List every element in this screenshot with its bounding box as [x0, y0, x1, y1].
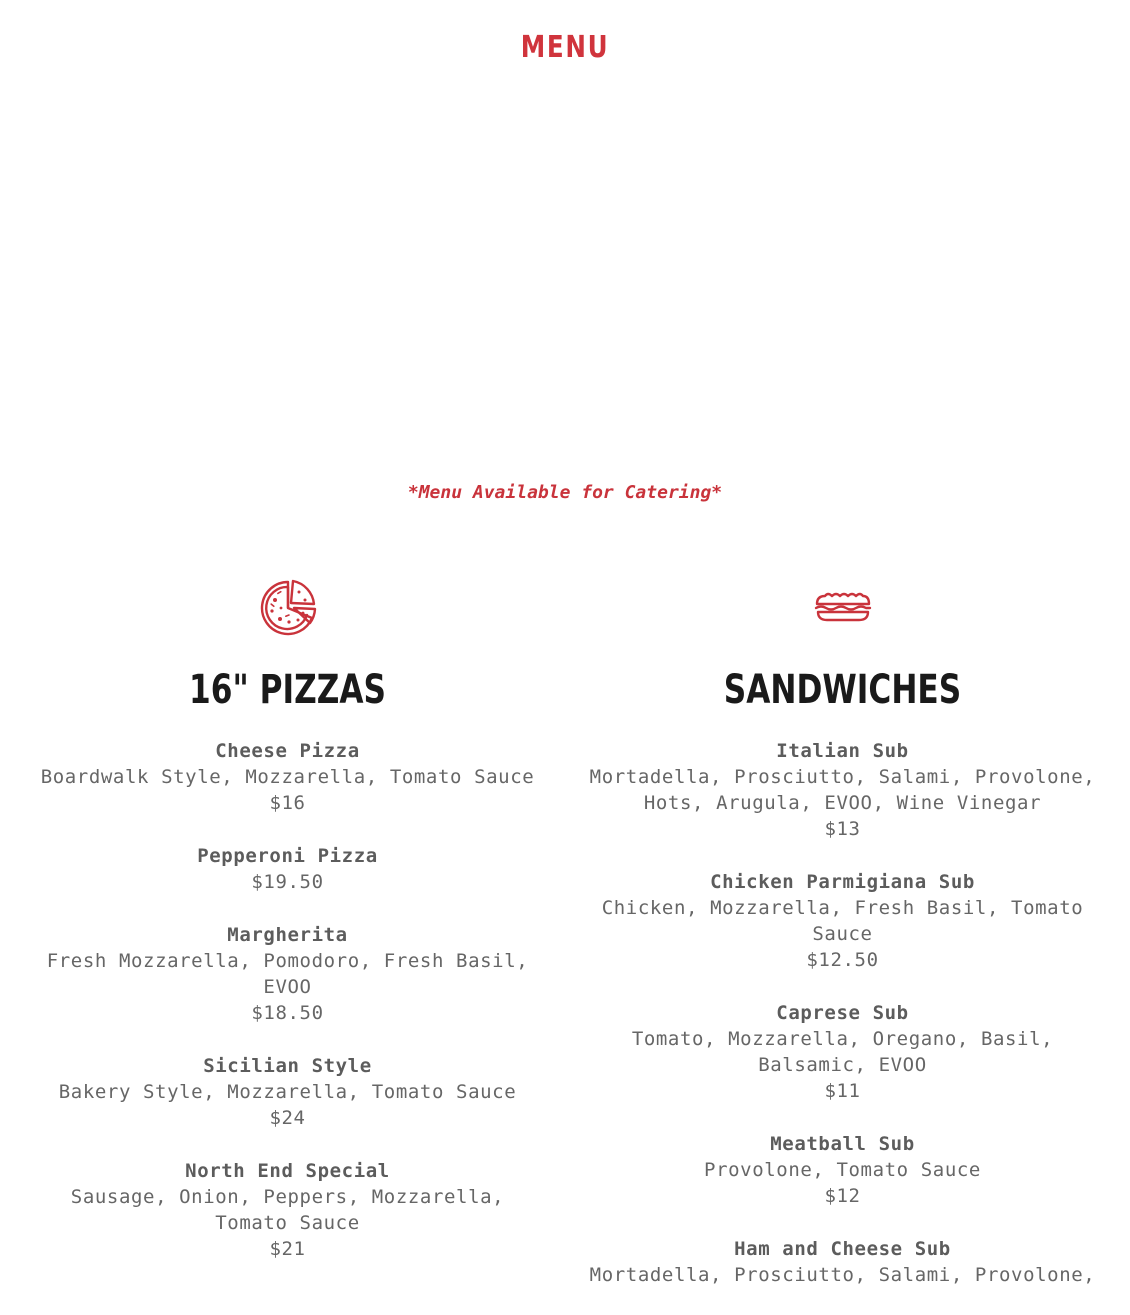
item-name: Cheese Pizza	[215, 740, 360, 762]
menu-item	[577, 1236, 1108, 1288]
item-price: $13	[824, 818, 861, 840]
sandwich-icon	[577, 578, 1108, 638]
item-name: Margherita	[227, 924, 348, 946]
item-name: Pepperoni Pizza	[197, 845, 378, 867]
menu-item	[577, 738, 1108, 842]
menu-item	[22, 1053, 553, 1131]
menu-item	[577, 1131, 1108, 1209]
item-price: $19.50	[251, 871, 324, 893]
menu-item	[22, 738, 553, 816]
menu-item	[22, 922, 553, 1026]
item-description: Chicken, Mozzarella, Fresh Basil, Tomato Sauce	[601, 897, 1084, 945]
item-price: $12	[824, 1185, 861, 1207]
item-name: Ham and Cheese Sub	[734, 1238, 951, 1260]
item-description: Fresh Mozzarella, Pomodoro, Fresh Basil, EVOO	[46, 950, 529, 998]
pizzas-section	[22, 578, 553, 1289]
item-name: Italian Sub	[776, 740, 909, 762]
item-price: $11	[824, 1080, 861, 1102]
item-description: Sausage, Onion, Peppers, Mozzarella, Tomato Sauce	[70, 1186, 505, 1234]
item-description: Mortadella, Prosciutto, Salami, Provolone, Hots, Arugula, EVOO, Wine Vinegar	[589, 766, 1096, 814]
item-name: Chicken Parmigiana Sub	[710, 871, 975, 893]
item-description: Mortadella, Prosciutto, Salami, Provolone,	[589, 1264, 1096, 1286]
item-name: Meatball Sub	[770, 1133, 915, 1155]
pizza-icon	[22, 578, 553, 638]
item-description: Boardwalk Style, Mozzarella, Tomato Sauce	[40, 766, 535, 788]
section-heading-pizzas: 16" PIZZAS	[189, 667, 386, 713]
item-price: $16	[269, 792, 306, 814]
section-heading-sandwiches: SANDWICHES	[723, 667, 962, 713]
item-name: North End Special	[185, 1160, 390, 1182]
sandwiches-section	[577, 578, 1108, 1315]
item-description: Tomato, Mozzarella, Oregano, Basil, Balsamic, EVOO	[631, 1028, 1054, 1076]
item-price: $12.50	[806, 949, 879, 971]
sandwiches-list	[577, 738, 1108, 1288]
menu-item	[22, 843, 553, 895]
item-price: $24	[269, 1107, 306, 1129]
item-name: Caprese Sub	[776, 1002, 909, 1024]
item-description: Bakery Style, Mozzarella, Tomato Sauce	[58, 1081, 517, 1103]
item-name: Sicilian Style	[203, 1055, 372, 1077]
item-price: $18.50	[251, 1002, 324, 1024]
pizzas-list	[22, 738, 553, 1262]
menu-item	[577, 1000, 1108, 1104]
item-price: $21	[269, 1238, 306, 1260]
page-title: MENU	[520, 30, 610, 65]
catering-note: *Menu Available for Catering*	[407, 482, 723, 503]
menu-item	[22, 1158, 553, 1262]
menu-item	[577, 869, 1108, 973]
item-description: Provolone, Tomato Sauce	[704, 1159, 981, 1181]
